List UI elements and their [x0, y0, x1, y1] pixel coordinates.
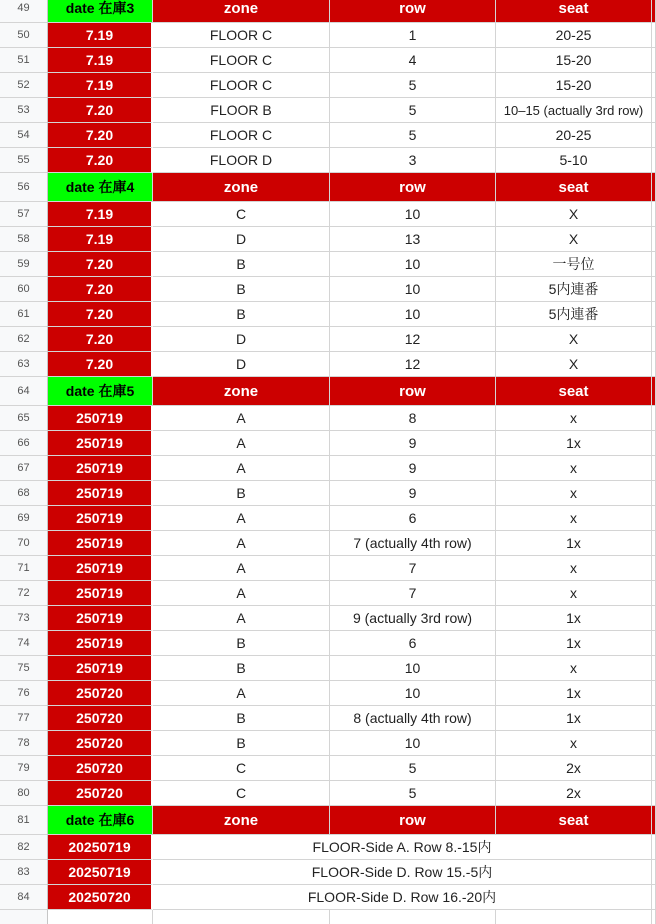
row-cell[interactable]: 7: [330, 581, 496, 606]
row-number[interactable]: 57: [0, 202, 48, 227]
overflow-cell[interactable]: [652, 302, 656, 327]
seat-header-cell[interactable]: seat: [496, 806, 652, 835]
seat-header-cell[interactable]: seat: [496, 173, 652, 202]
row-cell[interactable]: 10: [330, 731, 496, 756]
row-number[interactable]: 66: [0, 431, 48, 456]
table-row: [0, 756, 656, 781]
date-cell[interactable]: 250719: [48, 456, 153, 481]
seat-cell[interactable]: X: [496, 227, 652, 252]
seat-cell[interactable]: X: [496, 202, 652, 227]
row-number[interactable]: 53: [0, 98, 48, 123]
seat-header-cell[interactable]: seat: [496, 377, 652, 406]
row-cell[interactable]: 1: [330, 23, 496, 48]
date-cell[interactable]: 250719: [48, 631, 153, 656]
seat-cell[interactable]: 1x: [496, 431, 652, 456]
zone-cell[interactable]: B: [153, 277, 330, 302]
zone-cell[interactable]: A: [153, 581, 330, 606]
table-row: [0, 277, 656, 302]
date-cell[interactable]: 7.19: [48, 202, 153, 227]
table-row: [0, 531, 656, 556]
seat-cell[interactable]: 5内連番: [496, 302, 652, 327]
seat-cell[interactable]: X: [496, 327, 652, 352]
empty-cell[interactable]: [496, 910, 652, 924]
date-cell[interactable]: 7.20: [48, 123, 153, 148]
seat-cell[interactable]: 15-20: [496, 73, 652, 98]
seat-cell[interactable]: 1x: [496, 706, 652, 731]
empty-cell[interactable]: [48, 910, 153, 924]
row-number[interactable]: 51: [0, 48, 48, 73]
seat-cell[interactable]: 1x: [496, 631, 652, 656]
row-number[interactable]: 82: [0, 835, 48, 860]
section-title-cell[interactable]: date 在庫5: [48, 377, 153, 406]
zone-cell[interactable]: B: [153, 656, 330, 681]
zone-header-cell[interactable]: zone: [153, 173, 330, 202]
overflow-cell[interactable]: [652, 556, 656, 581]
overflow-cell[interactable]: [652, 656, 656, 681]
row-cell[interactable]: 6: [330, 631, 496, 656]
overflow-cell[interactable]: [652, 506, 656, 531]
overflow-cell[interactable]: [652, 731, 656, 756]
seat-cell[interactable]: x: [496, 406, 652, 431]
row-header-cell[interactable]: row: [330, 0, 496, 23]
zone-cell[interactable]: A: [153, 606, 330, 631]
seat-cell[interactable]: 5-10: [496, 148, 652, 173]
seat-cell[interactable]: 1x: [496, 681, 652, 706]
overflow-cell[interactable]: [652, 352, 656, 377]
row-number[interactable]: 62: [0, 327, 48, 352]
date-cell[interactable]: 7.19: [48, 48, 153, 73]
table-row: [0, 885, 656, 910]
row-cell[interactable]: 5: [330, 756, 496, 781]
date-cell[interactable]: 250719: [48, 606, 153, 631]
overflow-cell[interactable]: [652, 781, 656, 806]
row-number[interactable]: 76: [0, 681, 48, 706]
date-cell[interactable]: 7.19: [48, 73, 153, 98]
row-header-cell[interactable]: row: [330, 377, 496, 406]
empty-cell[interactable]: [153, 910, 330, 924]
table-row: [0, 835, 656, 860]
date-cell[interactable]: 20250719: [48, 860, 153, 885]
zone-cell[interactable]: D: [153, 327, 330, 352]
overflow-cell[interactable]: [652, 98, 656, 123]
overflow-cell[interactable]: [652, 481, 656, 506]
date-cell[interactable]: 250720: [48, 706, 153, 731]
row-number[interactable]: 58: [0, 227, 48, 252]
date-cell[interactable]: 20250719: [48, 835, 153, 860]
overflow-cell[interactable]: [652, 277, 656, 302]
zone-cell[interactable]: A: [153, 681, 330, 706]
row-number[interactable]: 68: [0, 481, 48, 506]
row-number[interactable]: 73: [0, 606, 48, 631]
zone-cell[interactable]: C: [153, 202, 330, 227]
seat-cell[interactable]: x: [496, 731, 652, 756]
seat-cell[interactable]: 5内連番: [496, 277, 652, 302]
seat-cell[interactable]: x: [496, 506, 652, 531]
row-cell[interactable]: 6: [330, 506, 496, 531]
overflow-cell[interactable]: [652, 581, 656, 606]
empty-cell[interactable]: [330, 910, 496, 924]
date-cell[interactable]: 250719: [48, 531, 153, 556]
overflow-cell[interactable]: [652, 756, 656, 781]
row-number[interactable]: 59: [0, 252, 48, 277]
row-cell[interactable]: 10: [330, 277, 496, 302]
row-cell[interactable]: 10: [330, 202, 496, 227]
date-cell[interactable]: 250719: [48, 556, 153, 581]
table-row: [0, 98, 656, 123]
table-row: [0, 731, 656, 756]
row-number[interactable]: 67: [0, 456, 48, 481]
row-cell[interactable]: 4: [330, 48, 496, 73]
zone-cell[interactable]: FLOOR D: [153, 148, 330, 173]
date-cell[interactable]: 250719: [48, 431, 153, 456]
row-cell[interactable]: 5: [330, 73, 496, 98]
overflow-cell[interactable]: [652, 835, 656, 860]
row-number[interactable]: 74: [0, 631, 48, 656]
row-number[interactable]: 61: [0, 302, 48, 327]
zone-cell[interactable]: C: [153, 756, 330, 781]
section-title-cell[interactable]: date 在庫4: [48, 173, 153, 202]
zone-cell[interactable]: FLOOR C: [153, 23, 330, 48]
row-cell[interactable]: 3: [330, 148, 496, 173]
section-header-row: [0, 377, 656, 406]
row-cell[interactable]: 8: [330, 406, 496, 431]
zone-header-cell[interactable]: zone: [153, 806, 330, 835]
row-cell[interactable]: 12: [330, 327, 496, 352]
date-cell[interactable]: 250720: [48, 731, 153, 756]
zone-cell[interactable]: B: [153, 706, 330, 731]
table-row: [0, 781, 656, 806]
table-row: [0, 23, 656, 48]
row-number[interactable]: 49: [0, 0, 48, 23]
section-header-row: [0, 0, 656, 23]
row-number[interactable]: 60: [0, 277, 48, 302]
table-row: [0, 506, 656, 531]
row-cell[interactable]: 10: [330, 252, 496, 277]
date-cell[interactable]: 7.20: [48, 98, 153, 123]
row-cell[interactable]: 10: [330, 656, 496, 681]
row-number[interactable]: 55: [0, 148, 48, 173]
row-cell[interactable]: 13: [330, 227, 496, 252]
seat-cell[interactable]: 1x: [496, 606, 652, 631]
row-cell[interactable]: 12: [330, 352, 496, 377]
table-row: [0, 481, 656, 506]
row-number[interactable]: 72: [0, 581, 48, 606]
overflow-cell[interactable]: [652, 0, 656, 23]
section-header-row: [0, 173, 656, 202]
seat-cell[interactable]: 10–15 (actually 3rd row): [496, 98, 652, 123]
table-row: [0, 252, 656, 277]
zone-cell[interactable]: A: [153, 506, 330, 531]
seat-cell[interactable]: x: [496, 656, 652, 681]
row-header-cell[interactable]: row: [330, 806, 496, 835]
table-row: [0, 631, 656, 656]
zone-cell[interactable]: B: [153, 252, 330, 277]
overflow-cell[interactable]: [652, 202, 656, 227]
seat-cell[interactable]: 2x: [496, 781, 652, 806]
date-cell[interactable]: 250720: [48, 756, 153, 781]
zone-header-cell[interactable]: zone: [153, 0, 330, 23]
empty-cell[interactable]: [652, 910, 656, 924]
zone-cell[interactable]: A: [153, 556, 330, 581]
overflow-cell[interactable]: [652, 252, 656, 277]
merged-seat-info-cell[interactable]: FLOOR-Side A. Row 8.-15内: [153, 835, 652, 860]
overflow-cell[interactable]: [652, 48, 656, 73]
row-cell[interactable]: 8 (actually 4th row): [330, 706, 496, 731]
date-cell[interactable]: 250720: [48, 781, 153, 806]
table-row: [0, 406, 656, 431]
row-number[interactable]: 78: [0, 731, 48, 756]
zone-cell[interactable]: B: [153, 481, 330, 506]
row-number[interactable]: 54: [0, 123, 48, 148]
table-row: [0, 581, 656, 606]
zone-cell[interactable]: A: [153, 406, 330, 431]
zone-cell[interactable]: B: [153, 631, 330, 656]
seat-cell[interactable]: X: [496, 352, 652, 377]
zone-header-cell[interactable]: zone: [153, 377, 330, 406]
zone-cell[interactable]: FLOOR C: [153, 123, 330, 148]
zone-cell[interactable]: B: [153, 302, 330, 327]
seat-cell[interactable]: 1x: [496, 531, 652, 556]
table-row: [0, 123, 656, 148]
overflow-cell[interactable]: [652, 885, 656, 910]
merged-seat-info-cell[interactable]: FLOOR-Side D. Row 15.-5内: [153, 860, 652, 885]
section-title-cell[interactable]: date 在庫3: [48, 0, 153, 23]
row-number[interactable]: 79: [0, 756, 48, 781]
seat-header-cell[interactable]: seat: [496, 0, 652, 23]
row-number[interactable]: 84: [0, 885, 48, 910]
row-number[interactable]: 70: [0, 531, 48, 556]
section-header-row: [0, 806, 656, 835]
row-cell[interactable]: 7 (actually 4th row): [330, 531, 496, 556]
table-row: [0, 352, 656, 377]
overflow-cell[interactable]: [652, 606, 656, 631]
table-row: [0, 681, 656, 706]
date-cell[interactable]: 250719: [48, 656, 153, 681]
row-cell[interactable]: 10: [330, 302, 496, 327]
row-cell[interactable]: 9 (actually 3rd row): [330, 606, 496, 631]
row-number[interactable]: 52: [0, 73, 48, 98]
date-cell[interactable]: 7.20: [48, 277, 153, 302]
row-cell[interactable]: 9: [330, 431, 496, 456]
row-number[interactable]: 80: [0, 781, 48, 806]
date-cell[interactable]: 7.19: [48, 23, 153, 48]
seat-cell[interactable]: 一号位: [496, 252, 652, 277]
zone-cell[interactable]: D: [153, 227, 330, 252]
zone-cell[interactable]: FLOOR B: [153, 98, 330, 123]
date-cell[interactable]: 7.19: [48, 227, 153, 252]
date-cell[interactable]: 7.20: [48, 252, 153, 277]
overflow-cell[interactable]: [652, 531, 656, 556]
date-cell[interactable]: 7.20: [48, 352, 153, 377]
date-cell[interactable]: 7.20: [48, 302, 153, 327]
row-number[interactable]: 81: [0, 806, 48, 835]
row-number[interactable]: 64: [0, 377, 48, 406]
merged-seat-info-cell[interactable]: FLOOR-Side D. Row 16.-20内: [153, 885, 652, 910]
row-number[interactable]: 69: [0, 506, 48, 531]
table-row: [0, 202, 656, 227]
table-row: [0, 656, 656, 681]
row-cell[interactable]: 7: [330, 556, 496, 581]
overflow-cell[interactable]: [652, 456, 656, 481]
section-title-cell[interactable]: date 在庫6: [48, 806, 153, 835]
overflow-cell[interactable]: [652, 227, 656, 252]
overflow-cell[interactable]: [652, 681, 656, 706]
seat-cell[interactable]: x: [496, 481, 652, 506]
seat-cell[interactable]: 2x: [496, 756, 652, 781]
zone-cell[interactable]: A: [153, 431, 330, 456]
seat-cell[interactable]: 20-25: [496, 123, 652, 148]
row-cell[interactable]: 10: [330, 681, 496, 706]
overflow-cell[interactable]: [652, 860, 656, 885]
table-row: [0, 48, 656, 73]
table-row: [0, 148, 656, 173]
overflow-cell[interactable]: [652, 406, 656, 431]
overflow-cell[interactable]: [652, 706, 656, 731]
row-number[interactable]: 63: [0, 352, 48, 377]
empty-cell[interactable]: [0, 910, 48, 924]
overflow-cell[interactable]: [652, 173, 656, 202]
overflow-cell[interactable]: [652, 377, 656, 406]
table-row: [0, 327, 656, 352]
table-row: [0, 431, 656, 456]
row-number[interactable]: 56: [0, 173, 48, 202]
table-row: [0, 606, 656, 631]
seat-cell[interactable]: 20-25: [496, 23, 652, 48]
zone-cell[interactable]: D: [153, 352, 330, 377]
row-number[interactable]: 71: [0, 556, 48, 581]
seat-cell[interactable]: 15-20: [496, 48, 652, 73]
row-number[interactable]: 83: [0, 860, 48, 885]
row-number[interactable]: 65: [0, 406, 48, 431]
table-row: [0, 860, 656, 885]
row-header-cell[interactable]: row: [330, 173, 496, 202]
overflow-cell[interactable]: [652, 73, 656, 98]
row-cell[interactable]: 9: [330, 456, 496, 481]
row-number[interactable]: 75: [0, 656, 48, 681]
row-cell[interactable]: 9: [330, 481, 496, 506]
zone-cell[interactable]: A: [153, 531, 330, 556]
date-cell[interactable]: 250719: [48, 581, 153, 606]
date-cell[interactable]: 250719: [48, 481, 153, 506]
table-row-partial: [0, 910, 656, 924]
table-row: [0, 456, 656, 481]
zone-cell[interactable]: FLOOR C: [153, 48, 330, 73]
seat-cell[interactable]: x: [496, 456, 652, 481]
overflow-cell[interactable]: [652, 148, 656, 173]
date-cell[interactable]: 7.20: [48, 148, 153, 173]
overflow-cell[interactable]: [652, 327, 656, 352]
overflow-cell[interactable]: [652, 23, 656, 48]
table-row: [0, 302, 656, 327]
overflow-cell[interactable]: [652, 123, 656, 148]
row-number[interactable]: 50: [0, 23, 48, 48]
table-row: [0, 227, 656, 252]
zone-cell[interactable]: FLOOR C: [153, 73, 330, 98]
date-cell[interactable]: 7.20: [48, 327, 153, 352]
date-cell[interactable]: 250719: [48, 506, 153, 531]
seat-cell[interactable]: x: [496, 556, 652, 581]
overflow-cell[interactable]: [652, 806, 656, 835]
row-number[interactable]: 77: [0, 706, 48, 731]
table-row: [0, 706, 656, 731]
zone-cell[interactable]: A: [153, 456, 330, 481]
overflow-cell[interactable]: [652, 631, 656, 656]
overflow-cell[interactable]: [652, 431, 656, 456]
seat-cell[interactable]: x: [496, 581, 652, 606]
date-cell[interactable]: 250720: [48, 681, 153, 706]
table-row: [0, 556, 656, 581]
date-cell[interactable]: 20250720: [48, 885, 153, 910]
table-row: [0, 73, 656, 98]
row-cell[interactable]: 5: [330, 98, 496, 123]
row-cell[interactable]: 5: [330, 781, 496, 806]
date-cell[interactable]: 250719: [48, 406, 153, 431]
zone-cell[interactable]: B: [153, 731, 330, 756]
row-cell[interactable]: 5: [330, 123, 496, 148]
zone-cell[interactable]: C: [153, 781, 330, 806]
